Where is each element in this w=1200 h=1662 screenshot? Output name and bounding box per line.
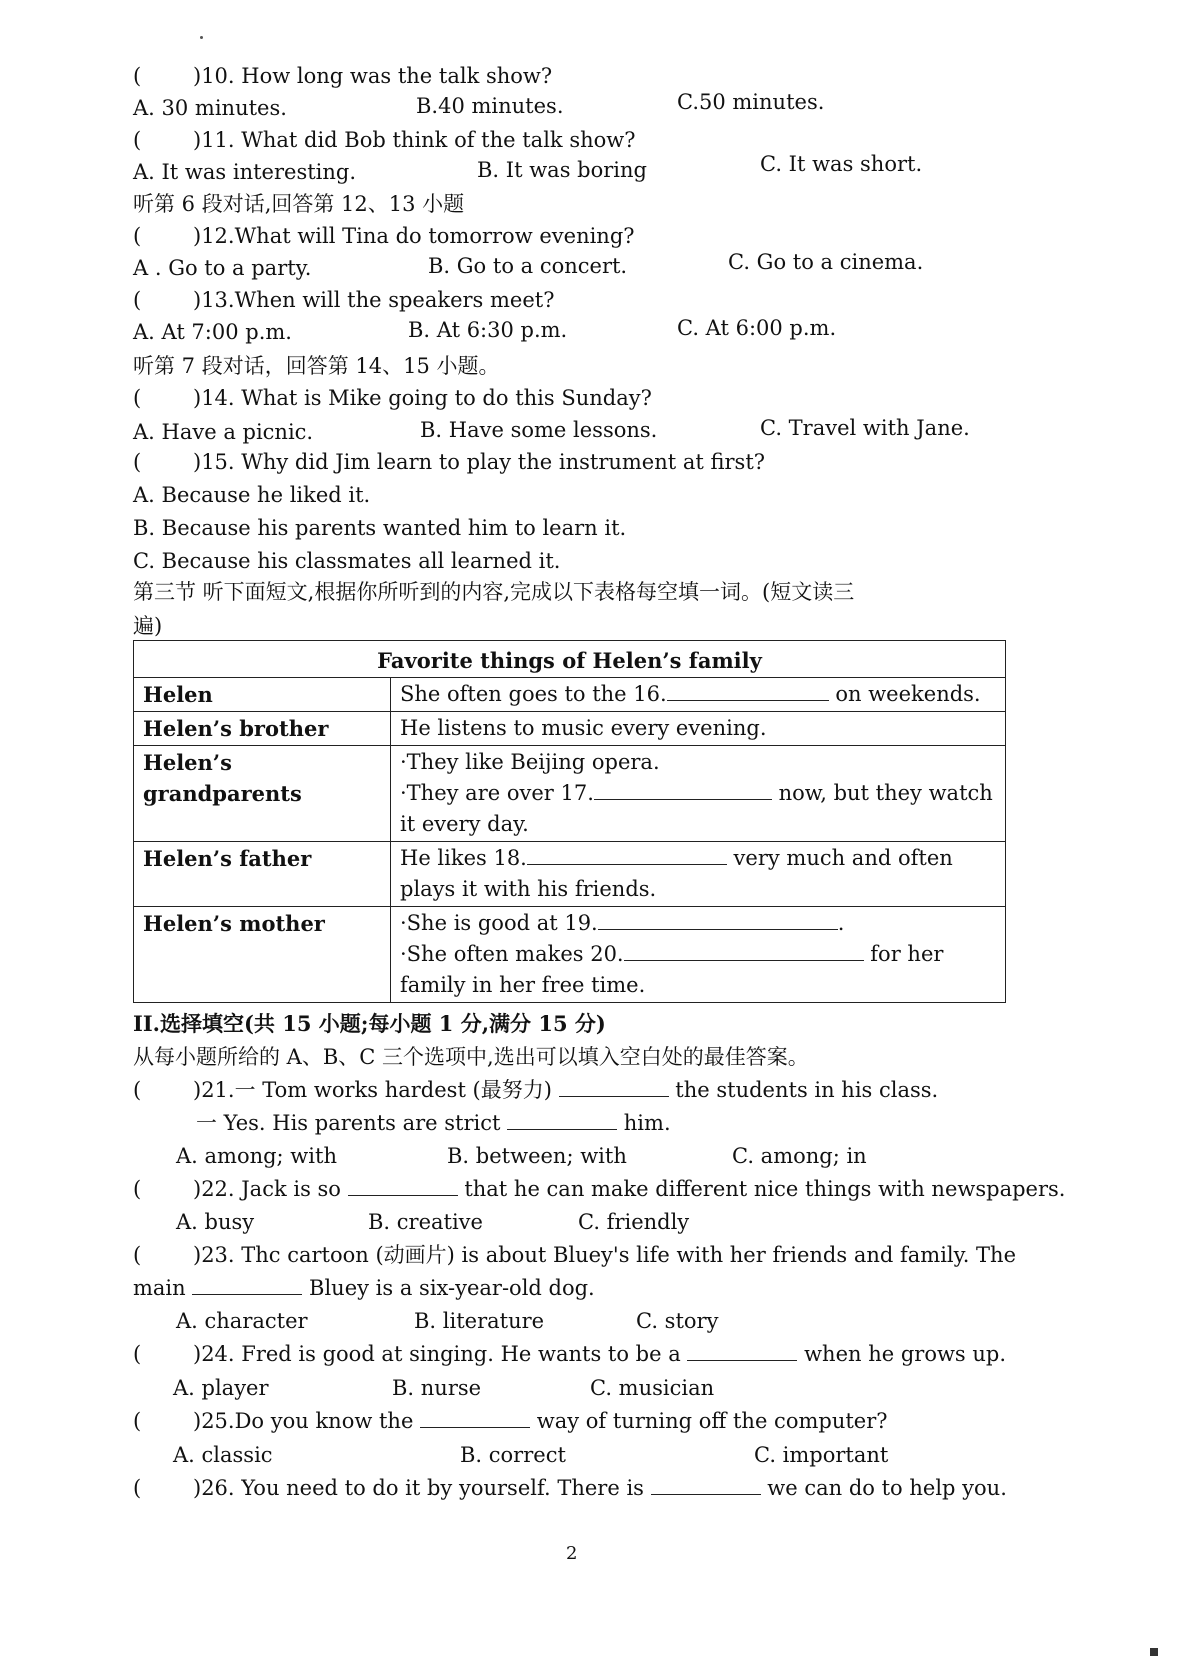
row-label: Helen’s mother bbox=[134, 907, 391, 1003]
option-a: A. character bbox=[176, 1309, 308, 1333]
option-a: A. classic bbox=[173, 1443, 273, 1467]
question-23: ( )23. Thc cartoon (动画片) is about Bluey's life with her friends and family. The bbox=[133, 1243, 1017, 1267]
question-21-reply: 一 Yes. His parents are strict him. bbox=[196, 1111, 671, 1135]
blank[interactable] bbox=[687, 1342, 797, 1361]
option-b: B.40 minutes. bbox=[416, 94, 564, 118]
section-3-instruction-cont: 遍) bbox=[133, 614, 163, 638]
option-c: C. At 6:00 p.m. bbox=[677, 316, 837, 340]
option-b: B. literature bbox=[414, 1309, 545, 1333]
question-10 bbox=[133, 62, 552, 90]
question-stem: )12.What will Tina do tomorrow evening? bbox=[193, 224, 635, 248]
answer-paren[interactable]: ( bbox=[133, 64, 142, 88]
question-stem: )13.When will the speakers meet? bbox=[193, 288, 555, 312]
answer-paren[interactable]: ( bbox=[133, 128, 142, 152]
option-a: A. At 7:00 p.m. bbox=[133, 320, 292, 344]
page-number: 2 bbox=[566, 1543, 578, 1564]
answer-paren[interactable]: ( bbox=[133, 450, 142, 474]
answer-paren[interactable]: ( bbox=[133, 1078, 142, 1102]
question-11 bbox=[133, 126, 636, 154]
option-c: C. musician bbox=[590, 1376, 715, 1400]
option-b: B. Because his parents wanted him to learn it. bbox=[133, 516, 627, 540]
blank[interactable] bbox=[651, 1476, 761, 1495]
question-stem: )15. Why did Jim learn to play the instrument at first? bbox=[193, 450, 766, 474]
table-row bbox=[134, 678, 1006, 712]
blank-16[interactable] bbox=[667, 682, 829, 701]
option-b: B. between; with bbox=[447, 1144, 627, 1168]
question-stem: )11. What did Bob think of the talk show? bbox=[193, 128, 636, 152]
question-25: ( )25.Do you know the way of turning off the computer? bbox=[133, 1409, 888, 1433]
option-b: B. creative bbox=[368, 1210, 483, 1234]
question-15 bbox=[133, 448, 765, 476]
option-b: B. correct bbox=[460, 1443, 566, 1467]
answer-paren[interactable]: ( bbox=[133, 1177, 142, 1201]
table-row bbox=[134, 712, 1006, 746]
answer-paren[interactable]: ( bbox=[133, 386, 142, 410]
row-content: He likes 18. very much and often plays it with his friends. bbox=[391, 842, 1006, 907]
row-label: Helen’s father bbox=[134, 842, 391, 907]
option-a: A. busy bbox=[176, 1210, 255, 1234]
answer-paren[interactable]: ( bbox=[133, 1409, 142, 1433]
option-a: A. Because he liked it. bbox=[133, 483, 371, 507]
option-c: C. Travel with Jane. bbox=[760, 416, 970, 440]
option-c: C. among; in bbox=[732, 1144, 867, 1168]
table-title: Favorite things of Helen’s family bbox=[134, 641, 1006, 678]
question-21: ( )21.一 Tom works hardest (最努力) the students in his class. bbox=[133, 1078, 939, 1102]
question-12 bbox=[133, 222, 635, 250]
question-22: ( )22. Jack is so that he can make different nice things with newspapers. bbox=[133, 1177, 1066, 1201]
row-label: Helen’s brother bbox=[134, 712, 391, 746]
row-content: He listens to music every evening. bbox=[391, 712, 1006, 746]
option-a: A. among; with bbox=[176, 1144, 337, 1168]
blank-19[interactable] bbox=[598, 911, 838, 930]
option-b: B. Have some lessons. bbox=[420, 418, 658, 442]
answer-paren[interactable]: ( bbox=[133, 288, 142, 312]
option-b: B. At 6:30 p.m. bbox=[408, 318, 568, 342]
option-b: B. It was boring bbox=[477, 158, 647, 182]
option-c: C. friendly bbox=[578, 1210, 690, 1234]
blank[interactable] bbox=[192, 1276, 302, 1295]
option-c: C. Because his classmates all learned it. bbox=[133, 549, 561, 573]
row-content: ·They like Beijing opera. ·They are over 17. now, but they watch it every day. bbox=[391, 746, 1006, 842]
option-c: C. It was short. bbox=[760, 152, 923, 176]
answer-paren[interactable]: ( bbox=[133, 1342, 142, 1366]
section-3-instruction: 第三节 听下面短文,根据你所听到的内容,完成以下表格每空填一词。(短文读三 bbox=[133, 580, 855, 604]
dialogue-7-instruction: 听第 7 段对话，回答第 14、15 小题。 bbox=[133, 354, 500, 378]
blank[interactable] bbox=[507, 1111, 617, 1130]
blank-20[interactable] bbox=[624, 942, 864, 961]
option-c: C. important bbox=[754, 1443, 889, 1467]
blank[interactable] bbox=[420, 1409, 530, 1428]
option-c: C. story bbox=[636, 1309, 719, 1333]
option-a: A. It was interesting. bbox=[133, 160, 357, 184]
table-row bbox=[134, 907, 1006, 1003]
question-23-cont: main Bluey is a six-year-old dog. bbox=[133, 1276, 595, 1300]
option-a: A . Go to a party. bbox=[133, 256, 312, 280]
blank[interactable] bbox=[348, 1177, 458, 1196]
row-label: Helen bbox=[134, 678, 391, 712]
question-14 bbox=[133, 384, 652, 412]
option-c: C. Go to a cinema. bbox=[728, 250, 924, 274]
row-content: ·She is good at 19. . ·She often makes 20. for her family in her free time. bbox=[391, 907, 1006, 1003]
blank-17[interactable] bbox=[594, 781, 772, 800]
blank-18[interactable] bbox=[527, 846, 727, 865]
scan-dot bbox=[200, 36, 203, 39]
question-24: ( )24. Fred is good at singing. He wants to be a when he grows up. bbox=[133, 1342, 1007, 1366]
table-row bbox=[134, 842, 1006, 907]
row-label: Helen’s grandparents bbox=[134, 746, 391, 842]
table-row bbox=[134, 746, 1006, 842]
question-13 bbox=[133, 286, 554, 314]
option-b: B. nurse bbox=[392, 1376, 482, 1400]
qr-code-icon bbox=[1150, 1648, 1158, 1656]
dialogue-6-instruction: 听第 6 段对话,回答第 12、13 小题 bbox=[133, 192, 465, 216]
question-stem: )14. What is Mike going to do this Sunday? bbox=[193, 386, 652, 410]
option-c: C.50 minutes. bbox=[677, 90, 825, 114]
section-2-title: II.选择填空(共 15 小题;每小题 1 分,满分 15 分) bbox=[133, 1011, 606, 1036]
favorite-things-table bbox=[133, 640, 1006, 1003]
question-26: ( )26. You need to do it by yourself. There is we can do to help you. bbox=[133, 1476, 1007, 1500]
answer-paren[interactable]: ( bbox=[133, 1476, 142, 1500]
option-a: A. Have a picnic. bbox=[133, 420, 314, 444]
answer-paren[interactable]: ( bbox=[133, 1243, 142, 1267]
option-a: A. player bbox=[173, 1376, 269, 1400]
option-b: B. Go to a concert. bbox=[428, 254, 628, 278]
row-content: She often goes to the 16. on weekends. bbox=[391, 678, 1006, 712]
answer-paren[interactable]: ( bbox=[133, 224, 142, 248]
question-stem: )10. How long was the talk show? bbox=[193, 64, 553, 88]
option-a: A. 30 minutes. bbox=[133, 96, 287, 120]
blank[interactable] bbox=[559, 1078, 669, 1097]
section-2-instruction: 从每小题所给的 A、B、C 三个选项中,选出可以填入空白处的最佳答案。 bbox=[133, 1045, 809, 1069]
